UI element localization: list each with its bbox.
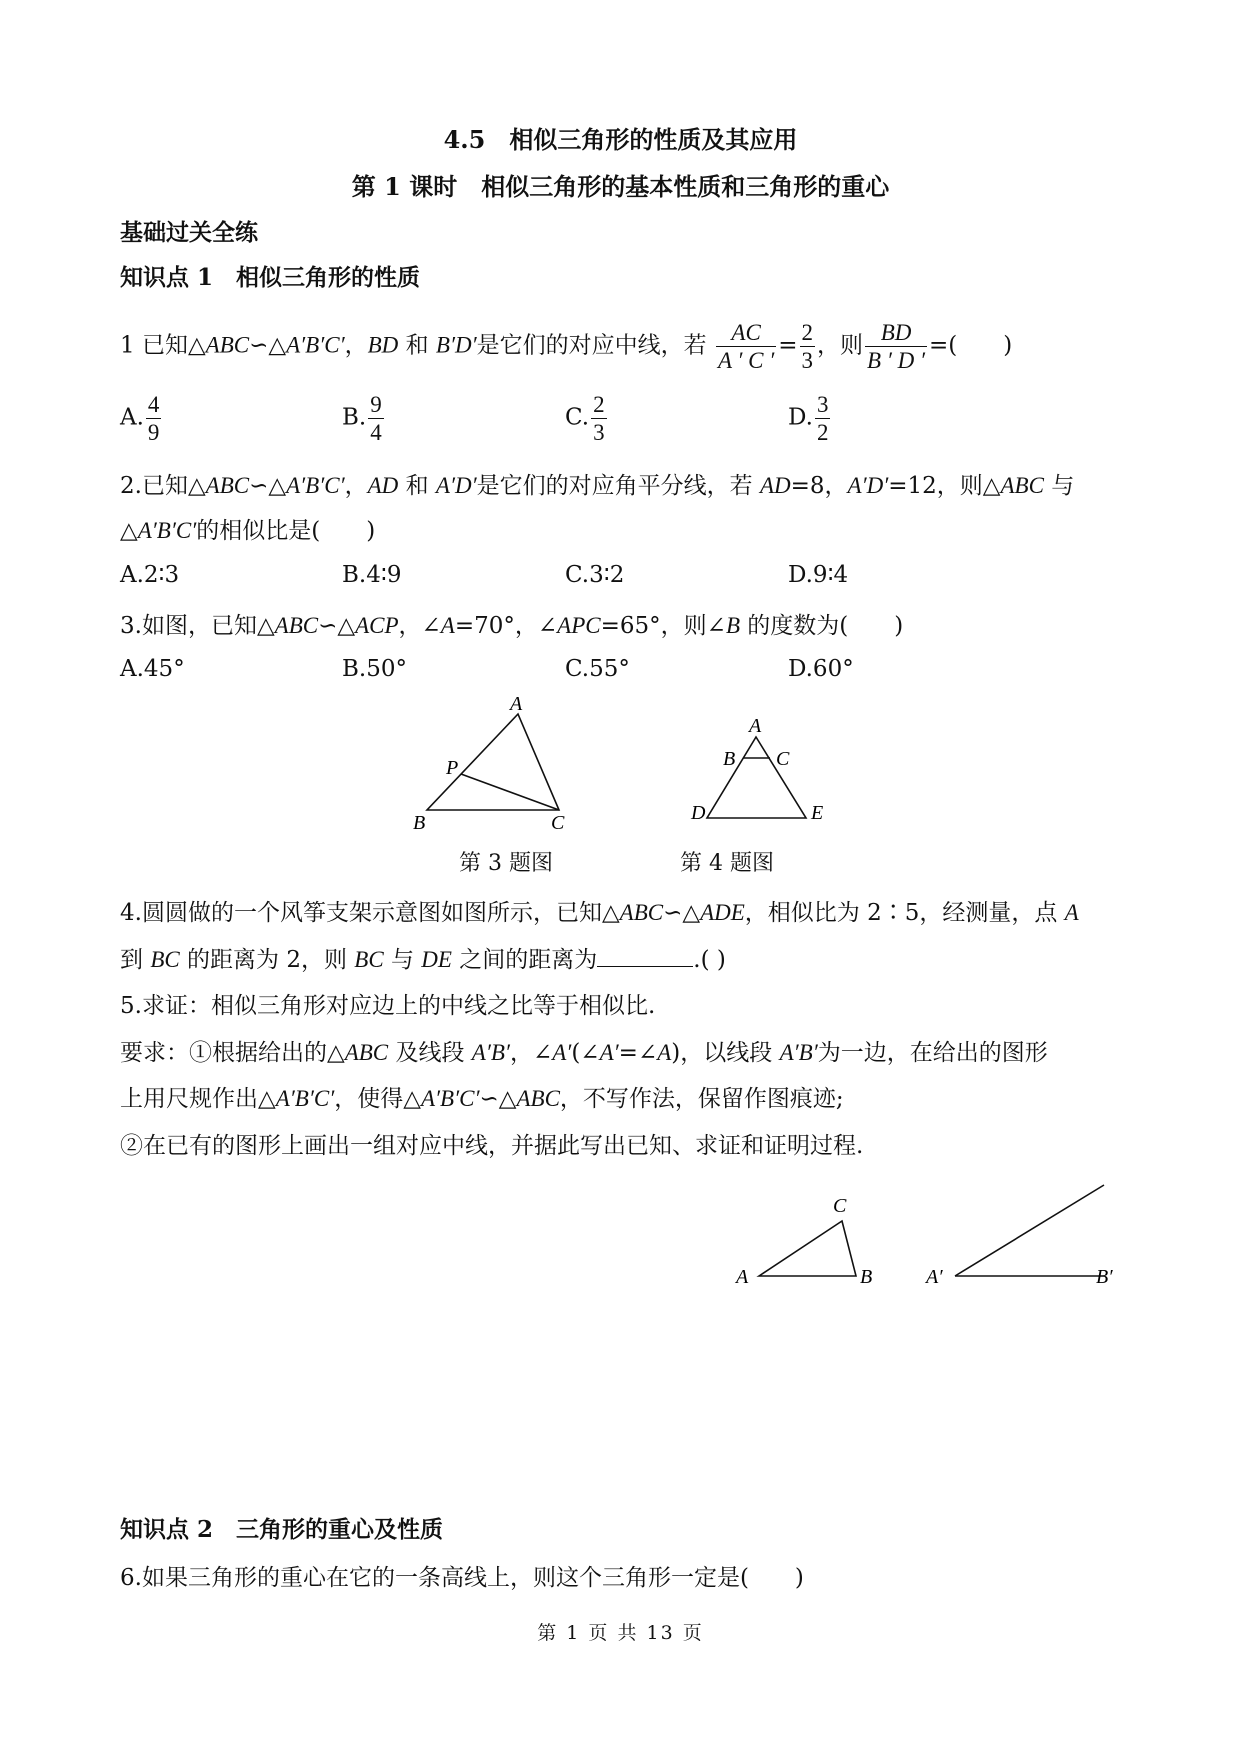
question-5-requirement-line1: 要求：①根据给出的△ABC 及线段 A′B′，∠A′(∠A′=∠A)，以线段 A′B′为一边，在给出的图形 bbox=[120, 1040, 1048, 1066]
label-A: A bbox=[736, 1266, 749, 1288]
figure-5-diagram bbox=[730, 1180, 1130, 1300]
page-subtitle: 第 1 课时 相似三角形的基本性质和三角形的重心 bbox=[351, 172, 890, 201]
question-1-options bbox=[120, 393, 1120, 453]
label-B: B bbox=[860, 1266, 873, 1288]
option-a[interactable]: A. $\frac{4}{9}$ bbox=[120, 392, 160, 445]
question-2-options bbox=[120, 562, 1120, 594]
option-a[interactable]: A.45° bbox=[120, 656, 185, 682]
question-4-stem-line2: 到 BC 的距离为 2，则 BC 与 DE 之间的距离为 .( ) bbox=[120, 942, 726, 976]
question-6-stem: 6.如果三角形的重心在它的一条高线上，则这个三角形一定是( ) bbox=[120, 1565, 804, 1591]
figure-4-diagram bbox=[680, 715, 850, 830]
figure-3-diagram bbox=[400, 695, 600, 835]
question-1-stem: 1 已知△ABC∽△A′B′C′，BD 和 B′D′是它们的对应中线，若 $\frac{AC}{A ' C '}$ = $\frac{2}{3}$ ，则 $\frac{BD}{B ' D '}$ =( ) bbox=[120, 320, 1013, 373]
question-3-stem: 3.如图，已知△ABC∽△ACP，∠A=70°，∠APC=65°，则∠B 的度数为( ) bbox=[120, 613, 904, 639]
label-B-prime: B′ bbox=[1096, 1266, 1113, 1288]
label-C: C bbox=[551, 812, 565, 834]
option-b[interactable]: B.4∶9 bbox=[342, 562, 402, 588]
figure-4-caption: 第 4 题图 bbox=[680, 851, 774, 876]
label-E: E bbox=[811, 802, 824, 824]
section-heading-practice: 基础过关全练 bbox=[120, 219, 258, 246]
question-2-stem-line2: △A′B′C′的相似比是( ) bbox=[120, 518, 376, 544]
option-d[interactable]: D. $\frac{3}{2}$ bbox=[788, 392, 829, 445]
option-b[interactable]: B.50° bbox=[342, 656, 407, 682]
label-B: B bbox=[413, 812, 426, 834]
angle-ray bbox=[955, 1185, 1104, 1276]
question-2-stem-line1: 2.已知△ABC∽△A′B′C′，AD 和 A′D′是它们的对应角平分线，若 AD=8，A′D′=12，则△ABC 与 bbox=[120, 473, 1075, 499]
fraction-ac-over-a1c1: $\frac{AC}{A ' C '}$ bbox=[717, 320, 775, 373]
segment-pc bbox=[461, 774, 559, 810]
page-footer: 第 1 页 共 13 页 bbox=[537, 1622, 704, 1644]
label-A: A bbox=[510, 695, 523, 715]
triangle-abc bbox=[759, 1221, 856, 1276]
option-c[interactable]: C.55° bbox=[565, 656, 630, 682]
fraction-2-over-3: $\frac{2}{3}$ bbox=[801, 320, 814, 373]
option-b[interactable]: B. $\frac{9}{4}$ bbox=[342, 392, 382, 445]
label-C: C bbox=[776, 748, 790, 770]
label-D: D bbox=[691, 802, 706, 824]
option-c[interactable]: C. $\frac{2}{3}$ bbox=[565, 392, 605, 445]
option-d[interactable]: D.60° bbox=[788, 656, 854, 682]
triangle-ade bbox=[707, 737, 806, 818]
label-C: C bbox=[833, 1195, 847, 1217]
question-5-requirement-line2: 上用尺规作出△A′B′C′，使得△A′B′C′∽△ABC，不写作法，保留作图痕迹; bbox=[120, 1086, 844, 1112]
figure-3-caption: 第 3 题图 bbox=[459, 851, 553, 876]
fraction-bd-over-b1d1: $\frac{BD}{B ' D '}$ bbox=[867, 320, 926, 373]
label-A-prime: A′ bbox=[926, 1266, 943, 1288]
question-4-stem-line1: 4.圆圆做的一个风筝支架示意图如图所示，已知△ABC∽△ADE，相似比为 2∶5，经测量，点 A bbox=[120, 900, 1079, 926]
question-5-requirement-line3: ②在已有的图形上画出一组对应中线，并据此写出已知、求证和证明过程. bbox=[120, 1133, 864, 1159]
question-3-options bbox=[120, 656, 1120, 688]
question-5-stem: 5.求证：相似三角形对应边上的中线之比等于相似比. bbox=[120, 993, 656, 1019]
label-B: B bbox=[723, 748, 736, 770]
label-P: P bbox=[446, 757, 459, 779]
answer-blank[interactable] bbox=[597, 942, 693, 967]
option-d[interactable]: D.9∶4 bbox=[788, 562, 849, 588]
section-heading-kp2: 知识点 2 三角形的重心及性质 bbox=[120, 1516, 444, 1543]
page-title: 4.5 相似三角形的性质及其应用 bbox=[443, 125, 798, 154]
section-heading-kp1: 知识点 1 相似三角形的性质 bbox=[120, 264, 421, 291]
option-a[interactable]: A.2∶3 bbox=[120, 562, 180, 588]
option-c[interactable]: C.3∶2 bbox=[565, 562, 625, 588]
label-A: A bbox=[749, 715, 762, 737]
